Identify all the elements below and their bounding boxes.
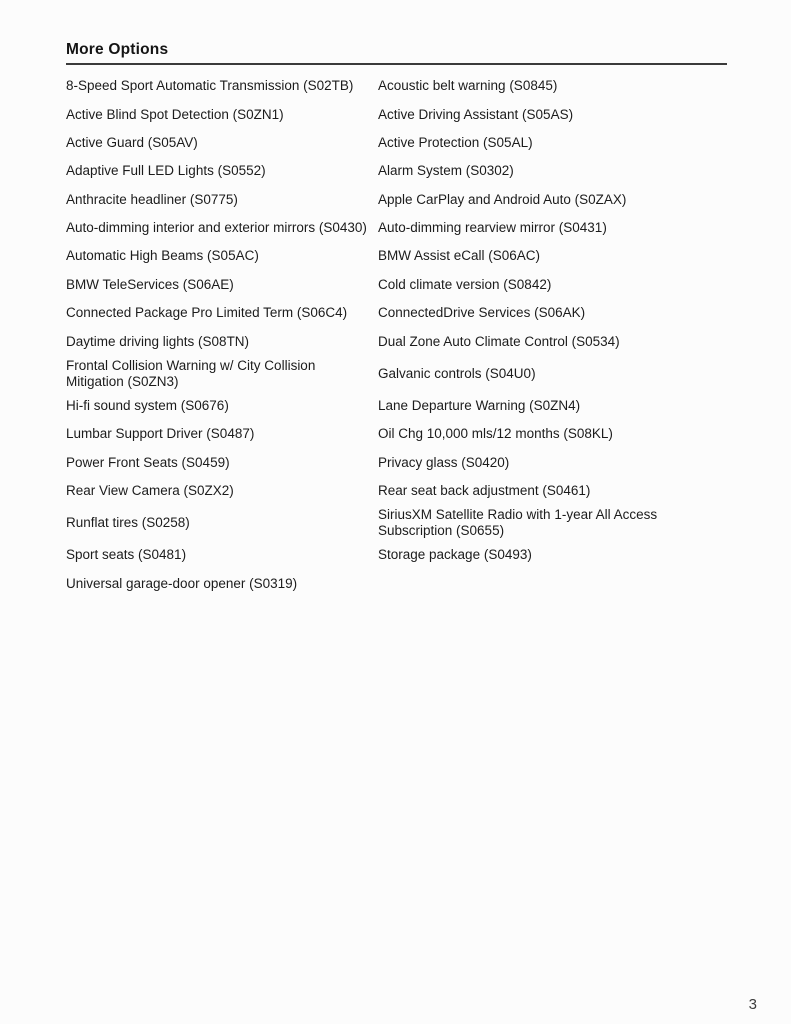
option-item: Active Guard (S05AV) bbox=[66, 134, 198, 150]
option-item: Lumbar Support Driver (S0487) bbox=[66, 426, 255, 442]
option-item: Runflat tires (S0258) bbox=[66, 515, 190, 531]
option-item: Dual Zone Auto Climate Control (S0534) bbox=[378, 333, 620, 349]
option-item: ConnectedDrive Services (S06AK) bbox=[378, 305, 586, 321]
title-rule bbox=[66, 63, 727, 65]
options-section bbox=[66, 41, 727, 598]
page-title: More Options bbox=[66, 41, 169, 58]
option-item: SiriusXM Satellite Radio with 1-year All Access Subscription (S0655) bbox=[378, 507, 658, 539]
option-item: Cold climate version (S0842) bbox=[378, 276, 552, 292]
option-item: 8-Speed Sport Automatic Transmission (S02TB) bbox=[66, 78, 354, 94]
option-item: Acoustic belt warning (S0845) bbox=[378, 78, 558, 94]
option-item: Power Front Seats (S0459) bbox=[66, 454, 230, 470]
option-item: Privacy glass (S0420) bbox=[378, 454, 510, 470]
option-item: Anthracite headliner (S0775) bbox=[66, 191, 238, 207]
option-item: Oil Chg 10,000 mls/12 months (S08KL) bbox=[378, 426, 613, 442]
option-item: Lane Departure Warning (S0ZN4) bbox=[378, 397, 581, 413]
option-item: Daytime driving lights (S08TN) bbox=[66, 333, 250, 349]
option-item: Auto-dimming interior and exterior mirrors (S0430) bbox=[66, 220, 367, 236]
option-item: Storage package (S0493) bbox=[378, 547, 532, 563]
option-item: Active Driving Assistant (S05AS) bbox=[378, 106, 574, 122]
option-item bbox=[378, 578, 727, 590]
option-item: Connected Package Pro Limited Term (S06C4) bbox=[66, 305, 348, 321]
option-item: Auto-dimming rearview mirror (S0431) bbox=[378, 220, 607, 236]
option-item: Active Protection (S05AL) bbox=[378, 134, 533, 150]
option-item: Adaptive Full LED Lights (S0552) bbox=[66, 163, 266, 179]
options-list bbox=[66, 72, 727, 598]
page-number: 3 bbox=[748, 996, 757, 1013]
option-item: Sport seats (S0481) bbox=[66, 547, 187, 563]
option-item: BMW Assist eCall (S06AC) bbox=[378, 248, 541, 264]
option-item: Alarm System (S0302) bbox=[378, 163, 514, 179]
option-item: Galvanic controls (S04U0) bbox=[378, 365, 536, 381]
option-item: Hi-fi sound system (S0676) bbox=[66, 397, 229, 413]
option-item: Apple CarPlay and Android Auto (S0ZAX) bbox=[378, 191, 627, 207]
option-item: BMW TeleServices (S06AE) bbox=[66, 276, 234, 292]
option-item: Active Blind Spot Detection (S0ZN1) bbox=[66, 106, 284, 122]
option-item: Automatic High Beams (S05AC) bbox=[66, 248, 259, 264]
option-item: Rear seat back adjustment (S0461) bbox=[378, 483, 591, 499]
option-item: Frontal Collision Warning w/ City Collision Mitigation (S0ZN3) bbox=[66, 357, 316, 389]
option-item: Universal garage-door opener (S0319) bbox=[66, 575, 298, 591]
option-item: Rear View Camera (S0ZX2) bbox=[66, 483, 234, 499]
